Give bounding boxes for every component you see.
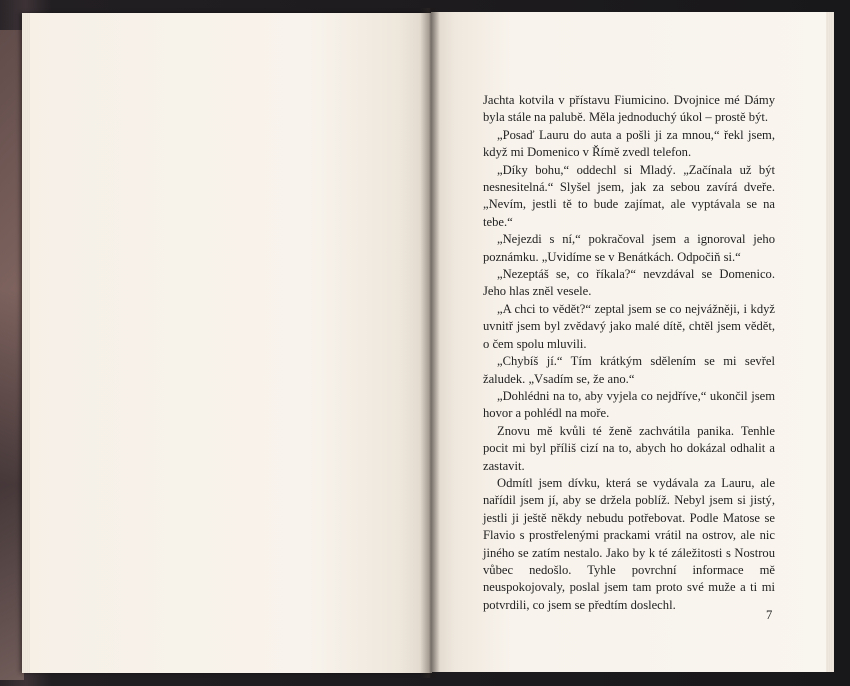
book-gutter — [420, 8, 440, 678]
paragraph: „Nejezdi s ní,“ pokračoval jsem a ignoroval jeho poznámku. „Uvidíme se v Benátkách. Odpočiň si.“ — [483, 232, 775, 264]
paragraph: „Chybíš jí.“ Tím krátkým sdělením se mi sevřel žaludek. „Vsadím se, že ano.“ — [483, 354, 775, 386]
paragraph: „A chci to vědět?“ zeptal jsem se co nejvážněji, i když uvnitř jsem byl zvědavý jako malé dítě, chtěl jsem vědět, o čem spolu mluvili. — [483, 301, 775, 351]
paragraph: „Díky bohu,“ oddechl si Mladý. „Začínala už být nesnesitelná.“ Slyšel jsem, jak za sebou zavírá dveře. „Nevím, jestli tě to bude zajímat, ale vyptávala se na tebe.“ — [483, 162, 775, 229]
left-page-edge — [22, 13, 30, 673]
left-page — [22, 13, 432, 673]
paragraph: Odmítl jsem dívku, která se vydávala za Lauru, ale nařídil jsem jí, aby se držela poblíž. Nebyl jsem si jistý, jestli ji ještě někdy nebudu potřebovat. Podle Matose se Flavio s prostřelenými prackami vrátil na ostrov, ale nic jiného se zatím nestalo. Jako by k té záležitosti s Nostrou vůbec nedošlo. Tyhle povrchní informace mě neuspokojovaly, poslal jsem tam proto své muže a ti mi potvrdili, co jsem se předtím doslechl. — [483, 475, 775, 612]
paragraph: Jachta kotvila v přístavu Fiumicino. Dvojnice mé Dámy byla stále na palubě. Měla jednoduchý úkol – prostě být. — [483, 93, 775, 125]
page-text — [483, 92, 775, 614]
page-number: 7 — [766, 608, 773, 622]
paragraph: Znovu mě kvůli té ženě zachvátila panika. Tenhle pocit mi byl příliš cizí na to, abych ho dokázal odhalit a zastavit. — [483, 423, 775, 473]
paragraph: „Nezeptáš se, co říkala?“ nevzdával se Domenico. Jeho hlas zněl vesele. — [483, 267, 775, 299]
paragraph: „Posaď Lauru do auta a pošli ji za mnou,“ řekl jsem, když mi Domenico v Římě zvedl telefon. — [483, 127, 775, 160]
cover-spine-strip — [0, 30, 24, 680]
right-page-edge — [826, 12, 834, 672]
paragraph: „Dohlédni na to, aby vyjela co nejdříve,“ ukončil jsem hovor a pohlédl na moře. — [483, 388, 775, 421]
